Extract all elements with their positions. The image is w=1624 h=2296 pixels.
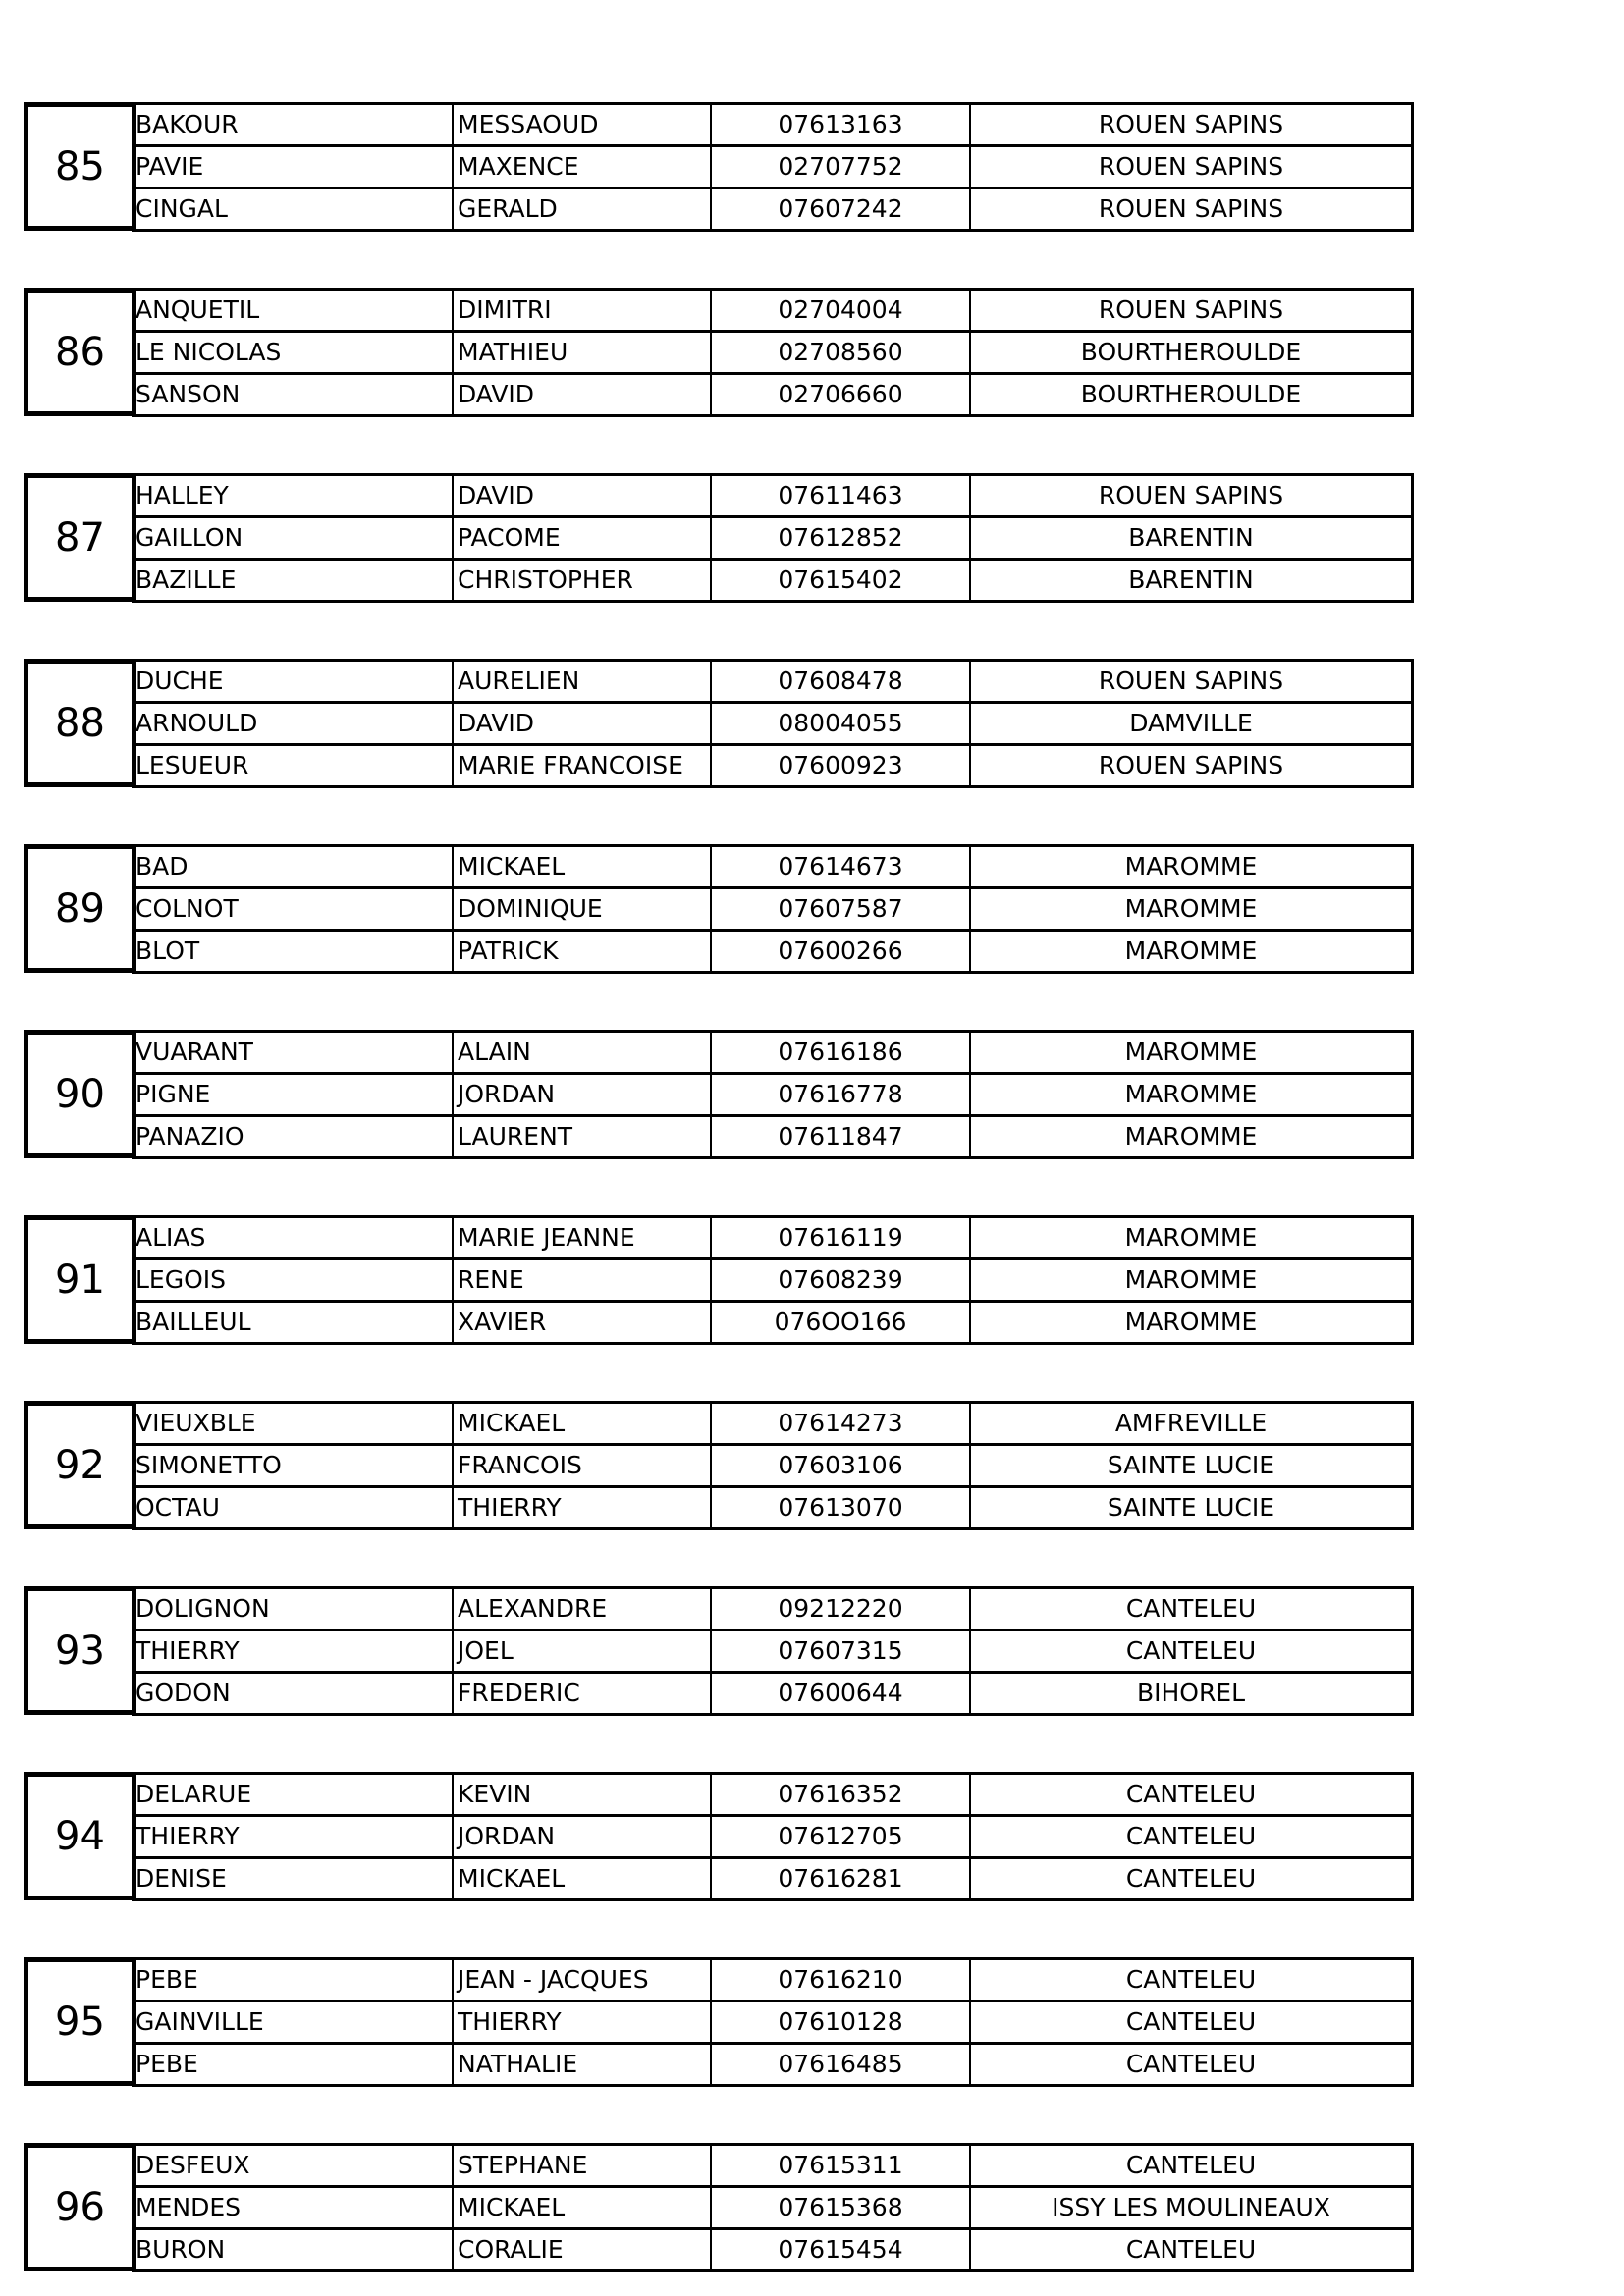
- last-name-cell: PEBE: [135, 2050, 198, 2078]
- licence-number-cell: 08004055: [710, 704, 969, 743]
- club-cell: ISSY LES MOULINEAUX: [969, 2188, 1411, 2227]
- player-table: [132, 1586, 1414, 1716]
- team-number: 94: [24, 1772, 136, 1900]
- club-cell: CANTELEU: [969, 1589, 1411, 1629]
- player-table: [132, 1215, 1414, 1345]
- last-name-cell: GAINVILLE: [135, 2007, 264, 2036]
- licence-number-cell: 07600923: [710, 746, 969, 785]
- team-group: [24, 1957, 1414, 2081]
- club-cell: ROUEN SAPINS: [969, 291, 1411, 330]
- player-row: [132, 1589, 1411, 1631]
- club-cell: DAMVILLE: [969, 704, 1411, 743]
- last-name-cell: SIMONETTO: [135, 1451, 282, 1479]
- player-table: [132, 659, 1414, 788]
- first-name-cell: MESSAOUD: [452, 105, 710, 144]
- first-name-cell: MARIE FRANCOISE: [452, 746, 710, 785]
- club-cell: MAROMME: [969, 1303, 1411, 1342]
- last-name-cell: PIGNE: [135, 1080, 211, 1108]
- player-row: [132, 147, 1411, 189]
- licence-number-cell: 07616778: [710, 1075, 969, 1114]
- player-table: [132, 473, 1414, 603]
- player-row: [132, 1775, 1411, 1817]
- licence-number-cell: 02708560: [710, 333, 969, 372]
- club-cell: ROUEN SAPINS: [969, 105, 1411, 144]
- player-row: [132, 105, 1411, 147]
- player-row: [132, 1303, 1411, 1342]
- team-group: [24, 2143, 1414, 2267]
- first-name-cell: MICKAEL: [452, 1404, 710, 1443]
- first-name-cell: MATHIEU: [452, 333, 710, 372]
- last-name-cell: DUCHE: [135, 667, 224, 695]
- team-number: 92: [24, 1401, 136, 1529]
- team-group: [24, 1586, 1414, 1710]
- last-name-cell: BAD: [135, 852, 189, 881]
- first-name-cell: MICKAEL: [452, 847, 710, 886]
- first-name-cell: MARIE JEANNE: [452, 1218, 710, 1257]
- last-name-cell: OCTAU: [135, 1493, 220, 1522]
- first-name-cell: PACOME: [452, 518, 710, 558]
- team-number: 90: [24, 1030, 136, 1158]
- last-name-cell: SANSON: [135, 380, 241, 408]
- last-name-cell: LE NICOLAS: [135, 338, 282, 366]
- licence-number-cell: 07608478: [710, 662, 969, 701]
- licence-number-cell: 07615402: [710, 561, 969, 600]
- first-name-cell: MICKAEL: [452, 1859, 710, 1898]
- player-row: [132, 2045, 1411, 2084]
- licence-number-cell: 02704004: [710, 291, 969, 330]
- player-row: [132, 1859, 1411, 1898]
- club-cell: MAROMME: [969, 1117, 1411, 1156]
- first-name-cell: KEVIN: [452, 1775, 710, 1814]
- first-name-cell: CORALIE: [452, 2230, 710, 2269]
- team-number: 95: [24, 1957, 136, 2086]
- first-name-cell: ALAIN: [452, 1033, 710, 1072]
- team-number: 88: [24, 659, 136, 787]
- player-row: [132, 1075, 1411, 1117]
- first-name-cell: DAVID: [452, 704, 710, 743]
- player-row: [132, 704, 1411, 746]
- team-number: 87: [24, 473, 136, 602]
- player-row: [132, 1960, 1411, 2002]
- first-name-cell: JORDAN: [452, 1075, 710, 1114]
- team-number: 93: [24, 1586, 136, 1715]
- first-name-cell: MAXENCE: [452, 147, 710, 187]
- last-name-cell: ANQUETIL: [135, 295, 260, 324]
- club-cell: CANTELEU: [969, 2045, 1411, 2084]
- last-name-cell: PANAZIO: [135, 1122, 244, 1150]
- licence-number-cell: 07600266: [710, 932, 969, 971]
- licence-number-cell: 07607315: [710, 1631, 969, 1671]
- club-cell: BARENTIN: [969, 561, 1411, 600]
- first-name-cell: THIERRY: [452, 1488, 710, 1527]
- first-name-cell: DOMINIQUE: [452, 889, 710, 929]
- club-cell: MAROMME: [969, 889, 1411, 929]
- last-name-cell: VIEUXBLE: [135, 1409, 256, 1437]
- player-row: [132, 1631, 1411, 1674]
- licence-number-cell: 07613070: [710, 1488, 969, 1527]
- last-name-cell: THIERRY: [135, 1822, 240, 1850]
- licence-number-cell: 07611463: [710, 476, 969, 515]
- team-group: [24, 1772, 1414, 1896]
- last-name-cell: CINGAL: [135, 194, 228, 223]
- club-cell: MAROMME: [969, 932, 1411, 971]
- team-group: [24, 1215, 1414, 1339]
- club-cell: CANTELEU: [969, 1631, 1411, 1671]
- licence-number-cell: 07615454: [710, 2230, 969, 2269]
- player-row: [132, 561, 1411, 600]
- licence-number-cell: 07612705: [710, 1817, 969, 1856]
- licence-number-cell: 07600644: [710, 1674, 969, 1713]
- first-name-cell: DAVID: [452, 476, 710, 515]
- club-cell: ROUEN SAPINS: [969, 476, 1411, 515]
- licence-number-cell: 07616210: [710, 1960, 969, 2000]
- last-name-cell: VUARANT: [135, 1038, 253, 1066]
- club-cell: ROUEN SAPINS: [969, 147, 1411, 187]
- last-name-cell: BLOT: [135, 936, 200, 965]
- player-row: [132, 2188, 1411, 2230]
- player-row: [132, 1033, 1411, 1075]
- club-cell: MAROMME: [969, 1218, 1411, 1257]
- licence-number-cell: 07614673: [710, 847, 969, 886]
- licence-number-cell: 07610128: [710, 2002, 969, 2042]
- club-cell: CANTELEU: [969, 1775, 1411, 1814]
- licence-number-cell: 07615311: [710, 2146, 969, 2185]
- club-cell: ROUEN SAPINS: [969, 189, 1411, 229]
- last-name-cell: DESFEUX: [135, 2151, 250, 2179]
- first-name-cell: PATRICK: [452, 932, 710, 971]
- club-cell: MAROMME: [969, 1260, 1411, 1300]
- last-name-cell: THIERRY: [135, 1636, 240, 1665]
- first-name-cell: NATHALIE: [452, 2045, 710, 2084]
- club-cell: BOURTHEROULDE: [969, 375, 1411, 414]
- team-group: [24, 1030, 1414, 1153]
- player-row: [132, 1260, 1411, 1303]
- player-row: [132, 1117, 1411, 1156]
- first-name-cell: JEAN - JACQUES: [452, 1960, 710, 2000]
- licence-number-cell: 07613163: [710, 105, 969, 144]
- last-name-cell: PEBE: [135, 1965, 198, 1994]
- player-row: [132, 889, 1411, 932]
- player-row: [132, 189, 1411, 229]
- last-name-cell: BAILLEUL: [135, 1308, 251, 1336]
- club-cell: ROUEN SAPINS: [969, 662, 1411, 701]
- licence-number-cell: 07616281: [710, 1859, 969, 1898]
- first-name-cell: FREDERIC: [452, 1674, 710, 1713]
- licence-number-cell: 09212220: [710, 1589, 969, 1629]
- player-table: [132, 1401, 1414, 1530]
- first-name-cell: FRANCOIS: [452, 1446, 710, 1485]
- club-cell: CANTELEU: [969, 2146, 1411, 2185]
- first-name-cell: THIERRY: [452, 2002, 710, 2042]
- last-name-cell: LEGOIS: [135, 1265, 227, 1294]
- last-name-cell: GAILLON: [135, 523, 244, 552]
- club-cell: ROUEN SAPINS: [969, 746, 1411, 785]
- first-name-cell: MICKAEL: [452, 2188, 710, 2227]
- team-group: [24, 1401, 1414, 1524]
- club-cell: CANTELEU: [969, 2002, 1411, 2042]
- player-row: [132, 746, 1411, 785]
- team-group: [24, 844, 1414, 968]
- first-name-cell: GERALD: [452, 189, 710, 229]
- last-name-cell: GODON: [135, 1679, 231, 1707]
- licence-number-cell: 02707752: [710, 147, 969, 187]
- player-row: [132, 2146, 1411, 2188]
- last-name-cell: LESUEUR: [135, 751, 249, 779]
- licence-number-cell: 07603106: [710, 1446, 969, 1485]
- player-row: [132, 932, 1411, 971]
- licence-number-cell: 07615368: [710, 2188, 969, 2227]
- last-name-cell: ARNOULD: [135, 709, 258, 737]
- team-group: [24, 288, 1414, 411]
- last-name-cell: PAVIE: [135, 152, 204, 181]
- player-row: [132, 375, 1411, 414]
- player-table: [132, 2143, 1414, 2272]
- player-table: [132, 844, 1414, 974]
- player-row: [132, 847, 1411, 889]
- player-table: [132, 288, 1414, 417]
- club-cell: CANTELEU: [969, 1859, 1411, 1898]
- licence-number-cell: 07616485: [710, 2045, 969, 2084]
- club-cell: SAINTE LUCIE: [969, 1488, 1411, 1527]
- team-number: 86: [24, 288, 136, 416]
- licence-number-cell: 07607242: [710, 189, 969, 229]
- last-name-cell: HALLEY: [135, 481, 229, 509]
- club-cell: CANTELEU: [969, 2230, 1411, 2269]
- licence-number-cell: 07608239: [710, 1260, 969, 1300]
- licence-number-cell: 07616186: [710, 1033, 969, 1072]
- last-name-cell: DOLIGNON: [135, 1594, 270, 1623]
- licence-number-cell: 07616119: [710, 1218, 969, 1257]
- club-cell: BARENTIN: [969, 518, 1411, 558]
- last-name-cell: DENISE: [135, 1864, 227, 1893]
- player-row: [132, 2230, 1411, 2269]
- team-number: 89: [24, 844, 136, 973]
- team-number: 91: [24, 1215, 136, 1344]
- first-name-cell: STEPHANE: [452, 2146, 710, 2185]
- licence-number-cell: 02706660: [710, 375, 969, 414]
- licence-number-cell: 07614273: [710, 1404, 969, 1443]
- licence-number-cell: 07607587: [710, 889, 969, 929]
- player-row: [132, 662, 1411, 704]
- player-row: [132, 2002, 1411, 2045]
- first-name-cell: DAVID: [452, 375, 710, 414]
- player-row: [132, 1218, 1411, 1260]
- first-name-cell: DIMITRI: [452, 291, 710, 330]
- club-cell: MAROMME: [969, 1075, 1411, 1114]
- last-name-cell: DELARUE: [135, 1780, 252, 1808]
- licence-number-cell: 076OO166: [710, 1303, 969, 1342]
- player-table: [132, 1957, 1414, 2087]
- club-cell: BOURTHEROULDE: [969, 333, 1411, 372]
- last-name-cell: BURON: [135, 2235, 226, 2264]
- last-name-cell: BAZILLE: [135, 565, 237, 594]
- first-name-cell: RENE: [452, 1260, 710, 1300]
- player-row: [132, 1488, 1411, 1527]
- last-name-cell: ALIAS: [135, 1223, 206, 1252]
- player-row: [132, 1817, 1411, 1859]
- player-table: [132, 1772, 1414, 1901]
- team-group: [24, 659, 1414, 782]
- first-name-cell: JOEL: [452, 1631, 710, 1671]
- first-name-cell: ALEXANDRE: [452, 1589, 710, 1629]
- last-name-cell: MENDES: [135, 2193, 241, 2221]
- licence-number-cell: 07612852: [710, 518, 969, 558]
- player-row: [132, 476, 1411, 518]
- team-group: [24, 473, 1414, 597]
- club-cell: SAINTE LUCIE: [969, 1446, 1411, 1485]
- club-cell: CANTELEU: [969, 1817, 1411, 1856]
- first-name-cell: AURELIEN: [452, 662, 710, 701]
- licence-number-cell: 07611847: [710, 1117, 969, 1156]
- player-row: [132, 333, 1411, 375]
- club-cell: AMFREVILLE: [969, 1404, 1411, 1443]
- first-name-cell: JORDAN: [452, 1817, 710, 1856]
- licence-number-cell: 07616352: [710, 1775, 969, 1814]
- first-name-cell: XAVIER: [452, 1303, 710, 1342]
- club-cell: CANTELEU: [969, 1960, 1411, 2000]
- club-cell: MAROMME: [969, 847, 1411, 886]
- player-table: [132, 1030, 1414, 1159]
- club-cell: BIHOREL: [969, 1674, 1411, 1713]
- team-number: 85: [24, 102, 136, 231]
- team-number: 96: [24, 2143, 136, 2271]
- player-row: [132, 518, 1411, 561]
- player-row: [132, 291, 1411, 333]
- team-group: [24, 102, 1414, 226]
- first-name-cell: LAURENT: [452, 1117, 710, 1156]
- player-table: [132, 102, 1414, 232]
- club-cell: MAROMME: [969, 1033, 1411, 1072]
- player-row: [132, 1404, 1411, 1446]
- last-name-cell: COLNOT: [135, 894, 239, 923]
- first-name-cell: CHRISTOPHER: [452, 561, 710, 600]
- player-row: [132, 1446, 1411, 1488]
- last-name-cell: BAKOUR: [135, 110, 239, 138]
- player-row: [132, 1674, 1411, 1713]
